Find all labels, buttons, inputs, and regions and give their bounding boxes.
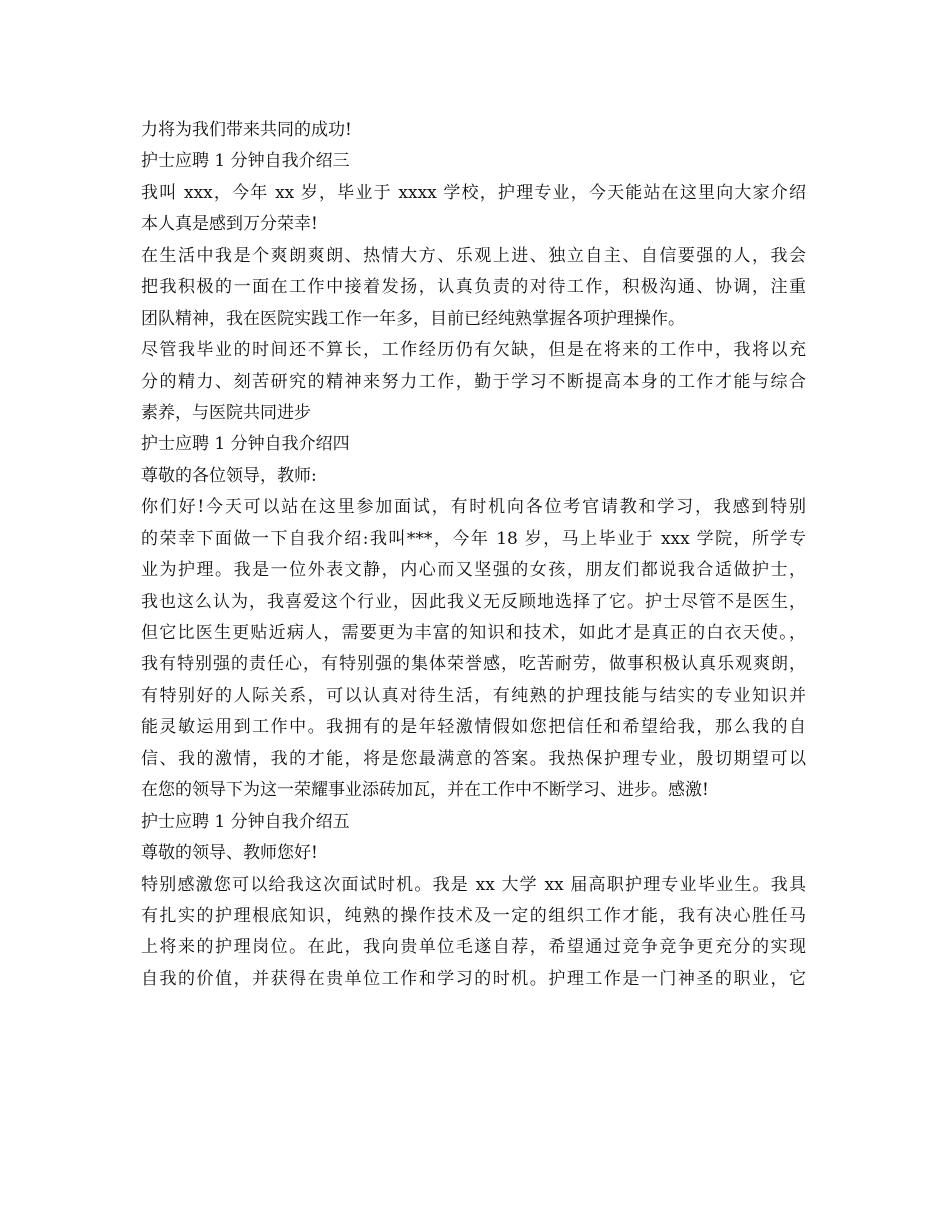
greeting-line: 尊敬的各位领导，教师: <box>141 465 317 486</box>
text-line: 有特别好的人际关系，可以认真对待生活，有纯熟的护理技能与结实的专业知识并 <box>141 685 806 706</box>
section-heading: 护士应聘 1 分钟自我介绍三 <box>141 151 350 172</box>
text-line: 的荣幸下面做一下自我介绍:我叫***，今年 18 岁，马上毕业于 xxx 学院，所学专 <box>141 528 806 549</box>
text-line: 尽管我毕业的时间还不算长，工作经历仍有欠缺，但是在将来的工作中，我将以充 <box>141 340 806 361</box>
text-line: 把我积极的一面在工作中接着发扬，认真负责的对待工作，积极沟通、协调，注重 <box>141 277 806 298</box>
text-line: 我也这么认为，我喜爱这个行业，因此我义无反顾地选择了它。护士尽管不是医生， <box>141 591 806 612</box>
text-line: 力将为我们带来共同的成功! <box>141 120 352 140</box>
text-line: 我有特别强的责任心，有特别强的集体荣誉感，吃苦耐劳，做事积极认真乐观爽朗， <box>141 654 806 675</box>
text-line: 分的精力、刻苦研究的精神来努力工作，勤于学习不断提高本身的工作才能与综合 <box>141 371 806 392</box>
section-heading: 护士应聘 1 分钟自我介绍四 <box>141 434 350 455</box>
text-line: 你们好!今天可以站在这里参加面试，有时机向各位考官请教和学习，我感到特别 <box>141 497 806 518</box>
text-line: 素养，与医院共同进步 <box>141 402 311 423</box>
greeting-line: 尊敬的领导、教师您好! <box>141 843 318 864</box>
text-line: 团队精神，我在医院实践工作一年多，目前已经纯熟掌握各项护理操作。 <box>141 308 685 329</box>
text-line: 但它比医生更贴近病人，需要更为丰富的知识和技术，如此才是真正的白衣天使。， <box>141 623 806 643</box>
text-line: 有扎实的护理根底知识，纯熟的操作技术及一定的组织工作才能，我有决心胜任马 <box>141 905 806 926</box>
text-line: 业为护理。我是一位外表文静，内心而又坚强的女孩，朋友们都说我合适做护士， <box>141 560 806 581</box>
text-line: 特别感激您可以给我这次面试时机。我是 xx 大学 xx 届高职护理专业毕业生。我具 <box>141 874 806 895</box>
text-line: 信、我的激情，我的才能，将是您最满意的答案。我热保护理专业，殷切期望可以 <box>141 748 806 769</box>
text-line: 在生活中我是个爽朗爽朗、热情大方、乐观上进、独立自主、自信要强的人，我会 <box>141 245 806 266</box>
text-line: 本人真是感到万分荣幸! <box>141 214 318 235</box>
text-line: 在您的领导下为这一荣耀事业添砖加瓦，并在工作中不断学习、进步。感激! <box>141 780 709 801</box>
text-line: 自我的价值，并获得在贵单位工作和学习的时机。护理工作是一门神圣的职业，它 <box>141 968 806 989</box>
text-line: 我叫 xxx，今年 xx 岁，毕业于 xxxx 学校，护理专业，今天能站在这里向大家介绍 <box>141 182 806 203</box>
document-body <box>141 115 821 995</box>
text-line: 能灵敏运用到工作中。我拥有的是年轻激情假如您把信任和希望给我，那么我的自 <box>141 717 806 738</box>
section-heading: 护士应聘 1 分钟自我介绍五 <box>141 811 350 832</box>
text-line: 上将来的护理岗位。在此，我向贵单位毛遂自荐，希望通过竞争竞争更充分的实现 <box>141 937 806 958</box>
